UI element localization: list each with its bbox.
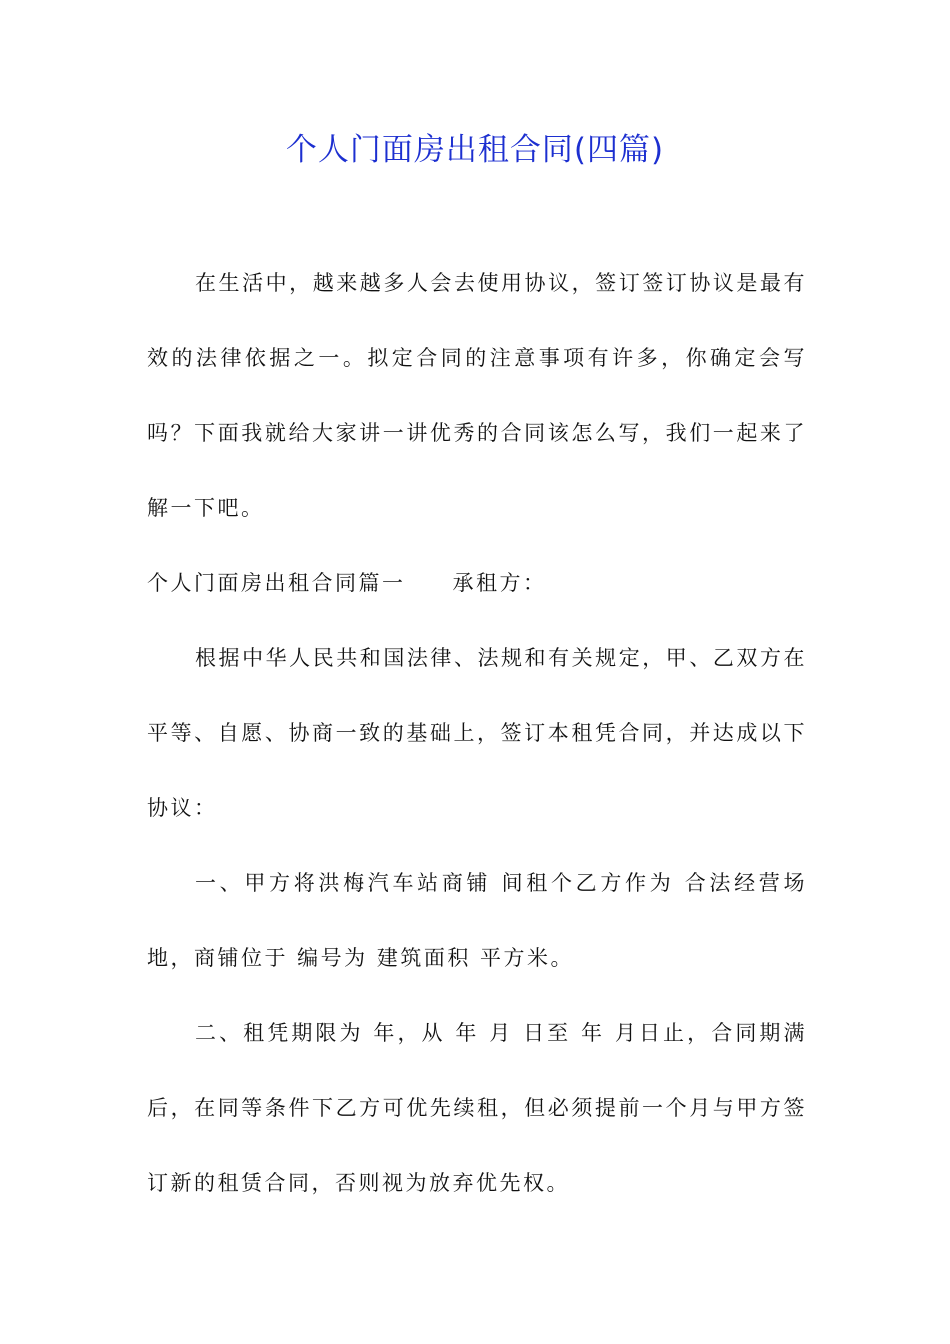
paragraph-preamble: 根据中华人民共和国法律、法规和有关规定，甲、乙双方在平等、自愿、协商一致的基础上，签订本租凭合同，并达成以下协议： <box>147 646 807 820</box>
paragraph-section-heading: 个人门面房出租合同篇一 承租方： <box>147 571 547 595</box>
paragraph-clause-1: 一、甲方将洪梅汽车站商铺 间租个乙方作为 合法经营场地，商铺位于 编号为 建筑面积 平方米。 <box>147 871 807 970</box>
document-body <box>147 246 807 1221</box>
paragraph-intro: 在生活中，越来越多人会去使用协议，签订签订协议是最有效的法律依据之一。拟定合同的注意事项有许多，你确定会写吗？下面我就给大家讲一讲优秀的合同该怎么写，我们一起来了解一下吧。 <box>147 271 807 520</box>
paragraph-clause-2: 二、租凭期限为 年，从 年 月 日至 年 月日止，合同期满后，在同等条件下乙方可优先续租，但必须提前一个月与甲方签订新的租赁合同，否则视为放弃优先权。 <box>147 1021 807 1195</box>
document-title: 个人门面房出租合同(四篇) <box>285 132 665 168</box>
